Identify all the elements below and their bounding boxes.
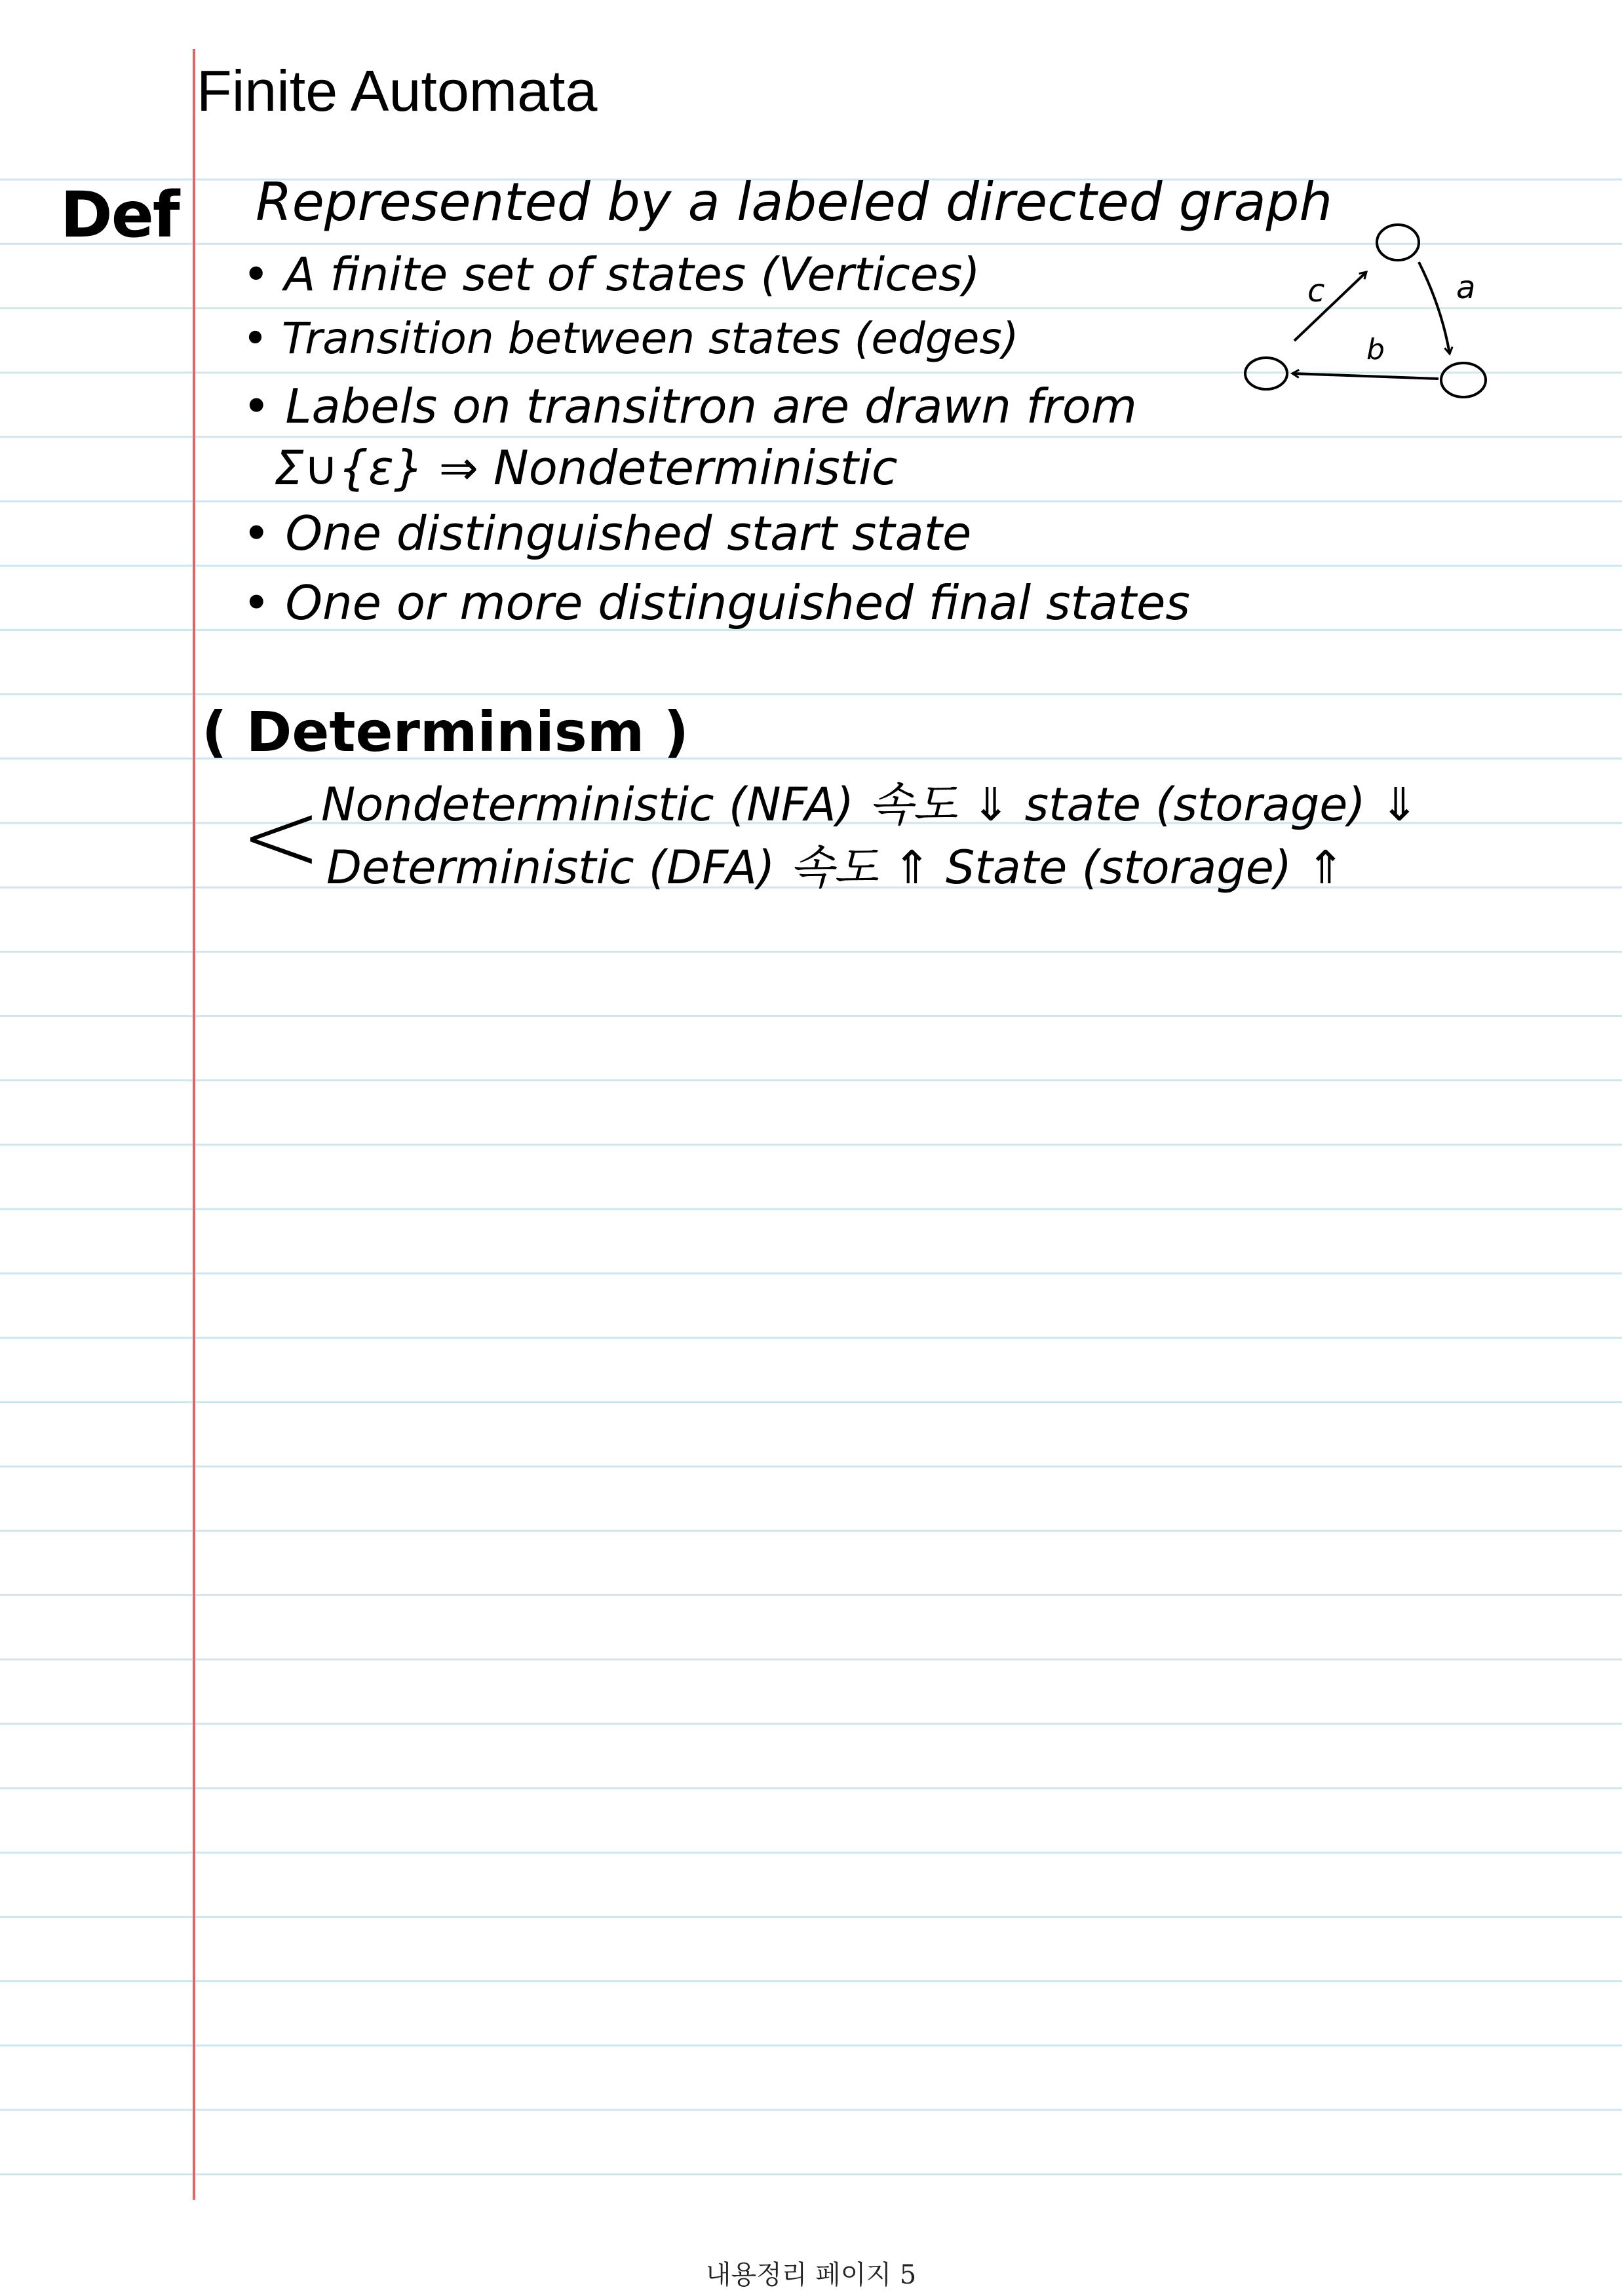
bullet-labels-continuation: Σ∪{ε} ⇒ Nondeterministic bbox=[274, 440, 898, 495]
state-graph-sketch bbox=[1232, 210, 1507, 406]
state-node-top bbox=[1377, 225, 1419, 260]
edge-c bbox=[1294, 272, 1366, 341]
page-footer: 내용정리 페이지 5 bbox=[705, 2260, 917, 2290]
margin-line bbox=[193, 49, 195, 2200]
definition-intro: Represented by a labeled directed graph bbox=[256, 172, 1333, 233]
comparison-bracket: < bbox=[240, 780, 322, 894]
dfa-row: Deterministic (DFA) 속도 ⇑ State (storage) ⇑ bbox=[326, 841, 1345, 894]
state-node-right bbox=[1441, 363, 1486, 397]
determinism-heading: ( Determinism ) bbox=[202, 700, 689, 764]
edge-a bbox=[1419, 262, 1450, 354]
page-title: Finite Automata bbox=[197, 58, 598, 123]
bullet-start-state: • One distinguished start state bbox=[242, 506, 972, 561]
state-node-left bbox=[1245, 358, 1287, 389]
edge-label-b: b bbox=[1366, 333, 1385, 366]
bullet-transitions: • Transition between states (edges) bbox=[242, 313, 1019, 364]
edge-label-c: c bbox=[1307, 273, 1325, 309]
edge-b bbox=[1292, 373, 1439, 379]
def-label: Def bbox=[60, 178, 179, 252]
bullet-final-states: • One or more distinguished final states bbox=[242, 575, 1190, 630]
nfa-row: Nondeterministic (NFA) 속도 ⇓ state (storage) ⇓ bbox=[321, 778, 1419, 832]
bullet-finite-states: • A finite set of states (Vertices) bbox=[242, 248, 980, 301]
bullet-labels: • Labels on transitron are drawn from bbox=[242, 379, 1137, 434]
edge-label-a: a bbox=[1456, 269, 1476, 306]
